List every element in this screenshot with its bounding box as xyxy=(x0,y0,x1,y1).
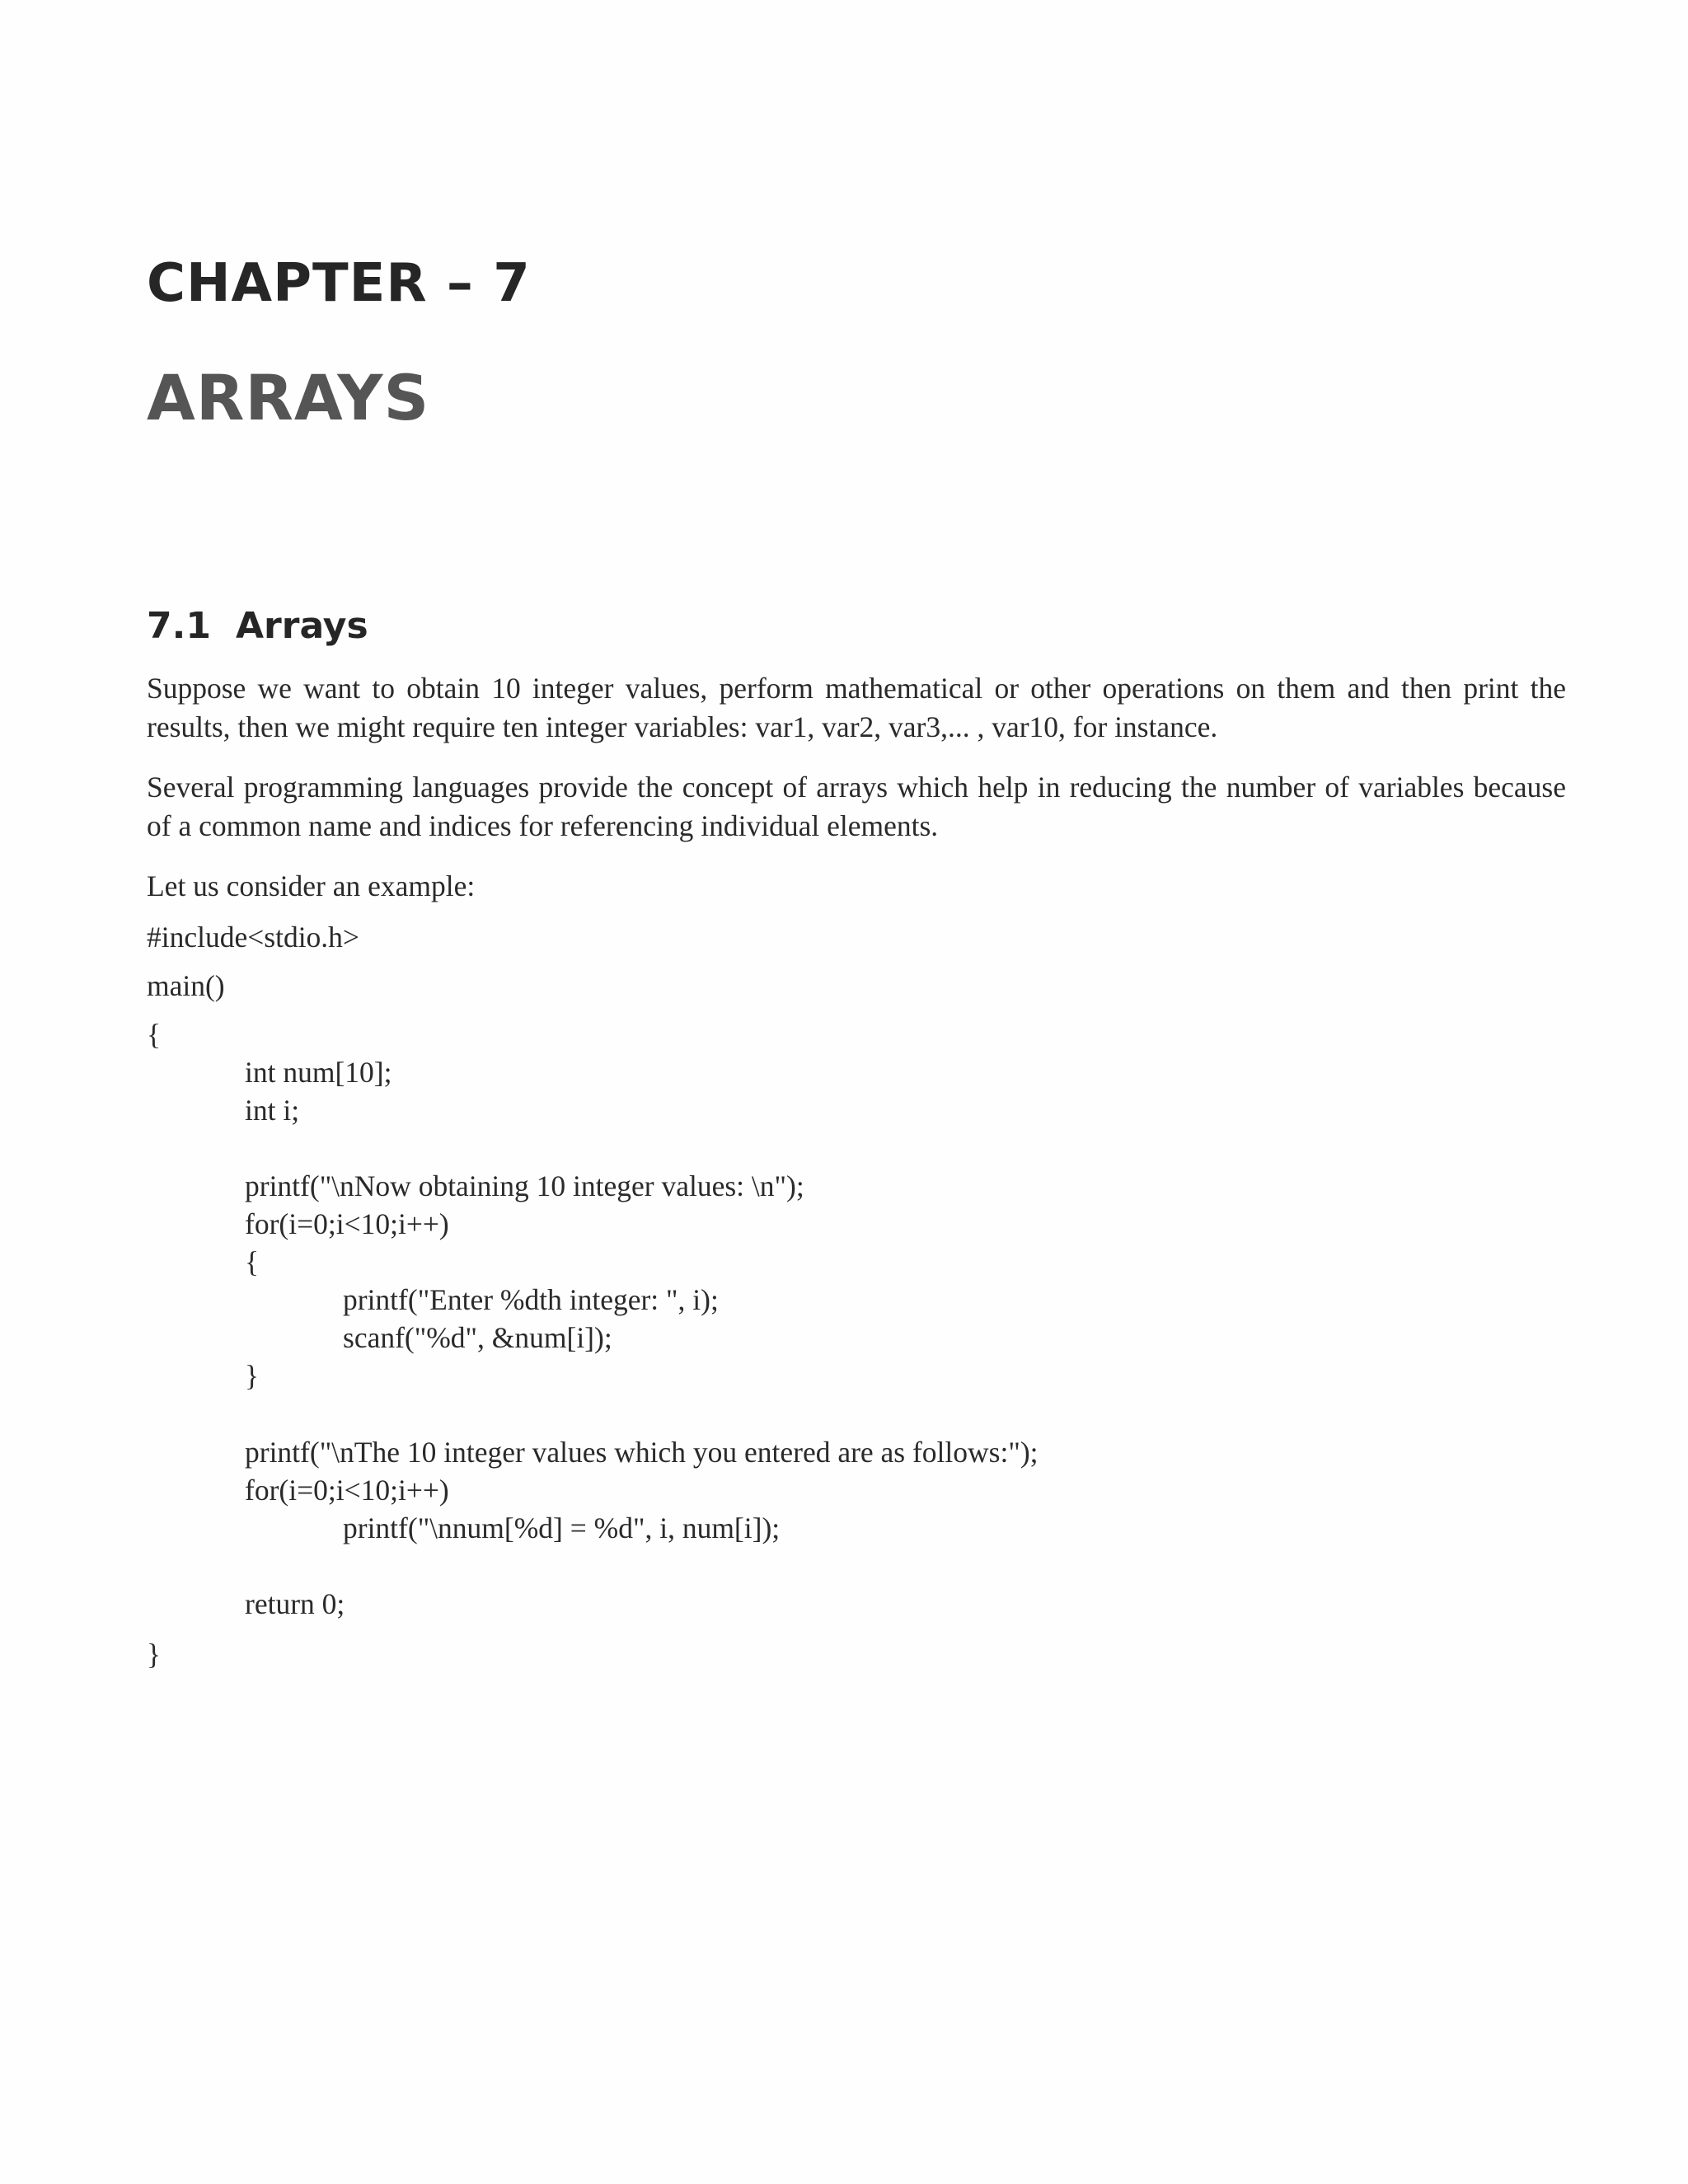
chapter-title: ARRAYS xyxy=(147,361,430,434)
code-line: main() xyxy=(147,969,225,1002)
code-line: printf("\nnum[%d] = %d", i, num[i]); xyxy=(343,1511,781,1544)
code-line: for(i=0;i<10;i++) xyxy=(245,1207,449,1240)
code-line: int num[10]; xyxy=(245,1056,392,1089)
paragraph: Several programming languages provide the concept of arrays which help in reducing the number of variables because of a common name and indices for referencing individual elements. xyxy=(147,771,1566,842)
code-line: #include<stdio.h> xyxy=(147,921,359,954)
code-line: printf("\nNow obtaining 10 integer values: \n"); xyxy=(245,1169,804,1202)
section-number: 7.1 xyxy=(147,605,211,647)
code-line: } xyxy=(147,1638,162,1671)
code-line: { xyxy=(245,1245,260,1278)
chapter-label: CHAPTER – 7 xyxy=(147,253,531,314)
code-line: scanf("%d", &num[i]); xyxy=(343,1321,612,1354)
code-line: printf("\nThe 10 integer values which you entered are as follows:"); xyxy=(245,1436,1039,1469)
section-heading xyxy=(147,605,368,647)
code-line: } xyxy=(245,1359,260,1392)
section-title: Arrays xyxy=(236,605,368,647)
code-line: printf("Enter %dth integer: ", i); xyxy=(343,1283,719,1316)
code-line: int i; xyxy=(245,1094,300,1127)
code-line: return 0; xyxy=(245,1587,345,1620)
code-line: for(i=0;i<10;i++) xyxy=(245,1474,449,1507)
paragraph: Let us consider an example: xyxy=(147,869,476,902)
code-line: { xyxy=(147,1018,162,1051)
paragraph: Suppose we want to obtain 10 integer values, perform mathematical or other operations on them and then print the results, then we might require ten integer variables: var1, var2, var3,... , var10, for instance. xyxy=(147,672,1566,743)
